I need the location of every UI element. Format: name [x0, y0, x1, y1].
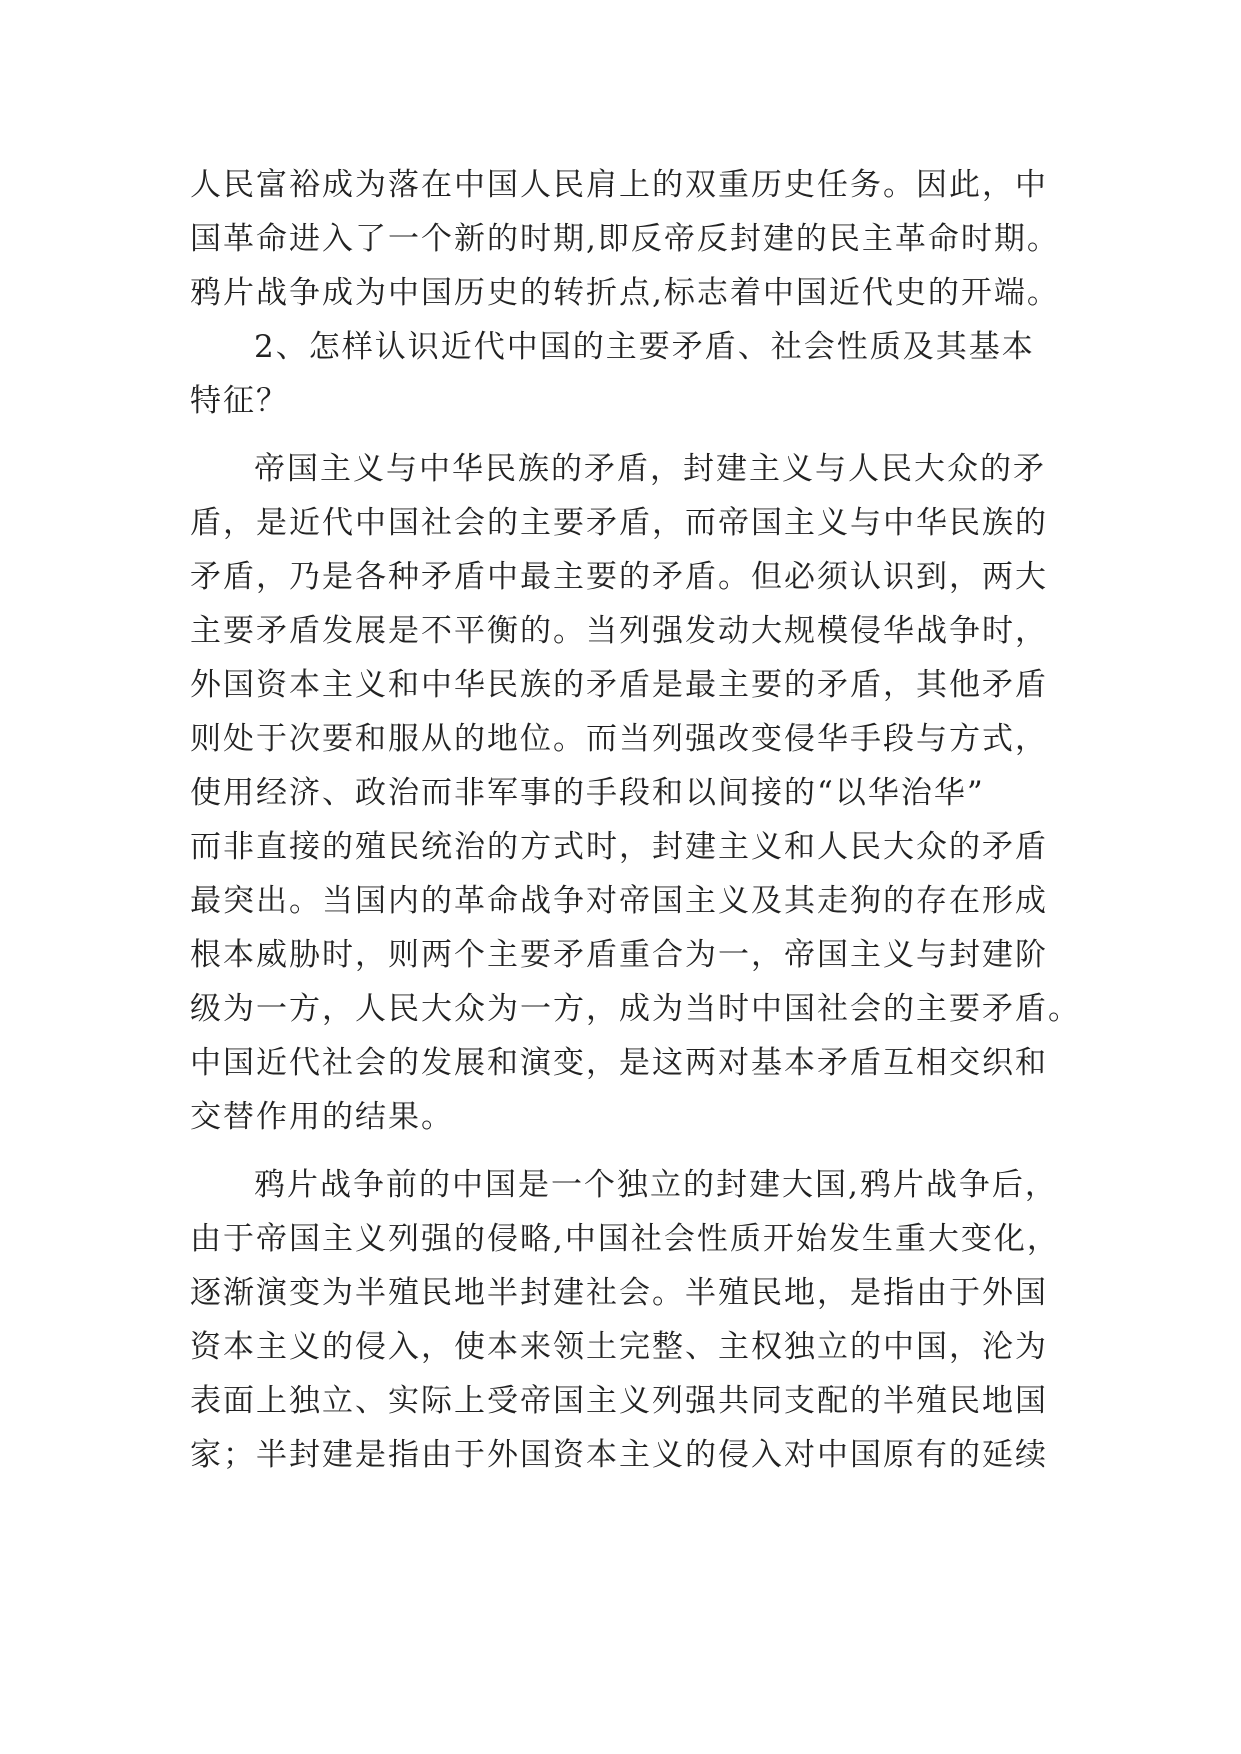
- paragraph-main-contradictions: [190, 442, 1090, 1144]
- document-body: [190, 158, 1090, 1482]
- paragraph-spacer: [190, 428, 1090, 442]
- paragraph-spacer: [190, 1144, 1090, 1158]
- text-line: 表面上独立、实际上受帝国主义列强共同支配的半殖民地国: [190, 1383, 1048, 1419]
- text-line: 帝国主义与中华民族的矛盾，封建主义与人民大众的矛: [254, 451, 1046, 487]
- text-line: 级为一方，人民大众为一方，成为当时中国社会的主要矛盾。: [190, 991, 1081, 1027]
- text-line: 资本主义的侵入，使本来领土完整、主权独立的中国，沦为: [190, 1329, 1048, 1365]
- text-line: 鸦片战争成为中国历史的转折点,标志着中国近代史的开端。: [190, 275, 1060, 311]
- text-line: 外国资本主义和中华民族的矛盾是最主要的矛盾，其他矛盾: [190, 667, 1048, 703]
- text-line: 鸦片战争前的中国是一个独立的封建大国,鸦片战争后，: [254, 1167, 1058, 1203]
- text-line: 人民富裕成为落在中国人民肩上的双重历史任务。因此，中: [190, 167, 1048, 203]
- paragraph-continuation: [190, 158, 1090, 320]
- text-line: 中国近代社会的发展和演变，是这两对基本矛盾互相交织和: [190, 1045, 1048, 1081]
- text-line: 而非直接的殖民统治的方式时，封建主义和人民大众的矛盾: [190, 829, 1048, 865]
- text-line: 由于帝国主义列强的侵略,中国社会性质开始发生重大变化，: [190, 1221, 1060, 1257]
- text-line: 使用经济、政治而非军事的手段和以间接的“以华治华”: [190, 775, 985, 811]
- text-line: 家；半封建是指由于外国资本主义的侵入对中国原有的延续: [190, 1437, 1048, 1473]
- paragraph-social-nature: [190, 1158, 1090, 1482]
- text-line: 国革命进入了一个新的时期,即反帝反封建的民主革命时期。: [190, 221, 1060, 257]
- text-line: 2、怎样认识近代中国的主要矛盾、社会性质及其基本: [254, 329, 1035, 365]
- text-line: 逐渐演变为半殖民地半封建社会。半殖民地，是指由于外国: [190, 1275, 1048, 1311]
- text-line: 则处于次要和服从的地位。而当列强改变侵华手段与方式，: [190, 721, 1048, 757]
- question-heading: [190, 320, 1090, 428]
- text-line: 矛盾，乃是各种矛盾中最主要的矛盾。但必须认识到，两大: [190, 559, 1048, 595]
- text-line: 特征？: [190, 383, 289, 419]
- text-line: 交替作用的结果。: [190, 1099, 454, 1135]
- text-line: 根本威胁时，则两个主要矛盾重合为一，帝国主义与封建阶: [190, 937, 1048, 973]
- text-line: 主要矛盾发展是不平衡的。当列强发动大规模侵华战争时，: [190, 613, 1048, 649]
- text-line: 最突出。当国内的革命战争对帝国主义及其走狗的存在形成: [190, 883, 1048, 919]
- text-line: 盾，是近代中国社会的主要矛盾，而帝国主义与中华民族的: [190, 505, 1048, 541]
